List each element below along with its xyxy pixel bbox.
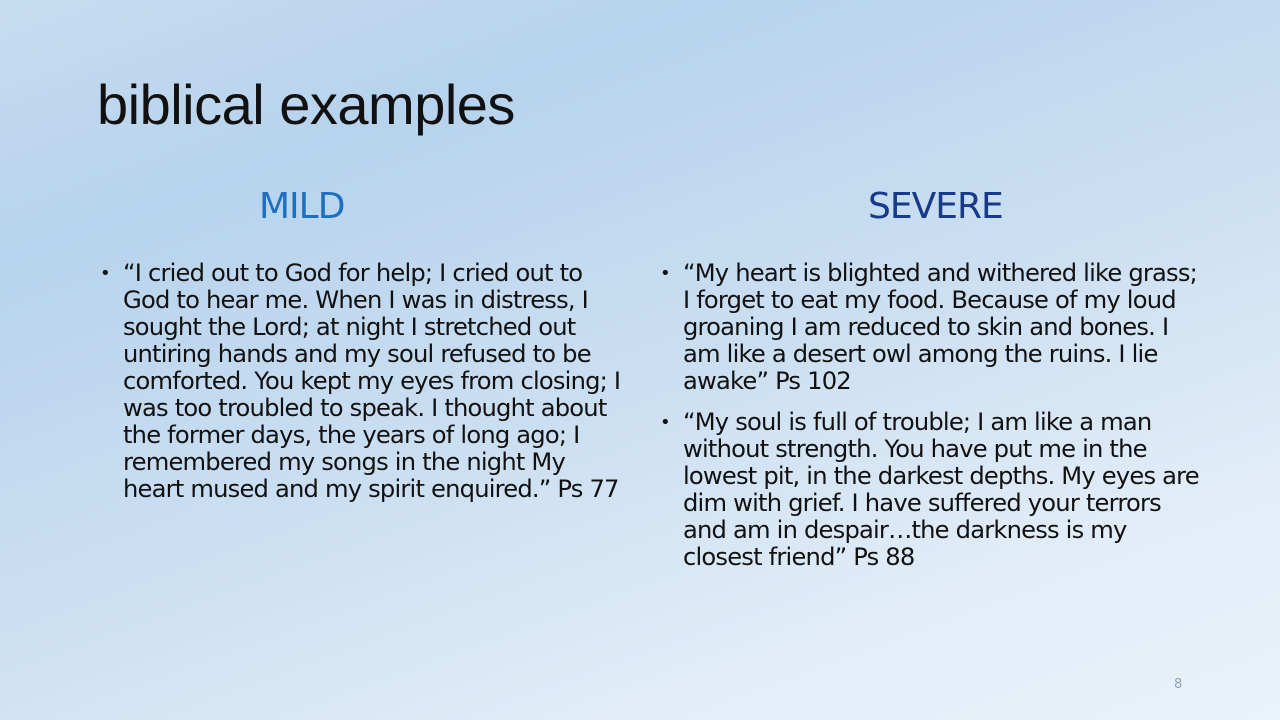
severe-quote-text: “My heart is blighted and withered like grass; I forget to eat my food. Because of my loud groaning I am reduced to skin and bones. I am like a desert owl among the ruins. I lie awake” Ps 102 bbox=[683, 259, 1197, 395]
severe-quote-item bbox=[660, 260, 1200, 395]
slide-title: biblical examples bbox=[97, 73, 515, 136]
page-number: 8 bbox=[1174, 677, 1183, 692]
bullet-icon: • bbox=[660, 263, 670, 284]
severe-quote-text: “My soul is full of trouble; I am like a man without strength. You have put me in the lowest pit, in the darkest depths. My eyes are dim with grief. I have suffered your terrors and am in despair…the darkness is my closest friend” Ps 88 bbox=[683, 408, 1199, 571]
mild-quote-item bbox=[100, 260, 625, 503]
mild-heading: MILD bbox=[259, 186, 345, 227]
mild-column bbox=[100, 260, 625, 517]
severe-column bbox=[660, 260, 1200, 585]
severe-quote-item bbox=[660, 409, 1200, 571]
bullet-icon: • bbox=[660, 412, 670, 433]
mild-quote-text: “I cried out to God for help; I cried out to God to hear me. When I was in distress, I sought the Lord; at night I stretched out untiring hands and my soul refused to be comforted. You kept my eyes from closing; I was too troubled to speak. I thought about the former days, the years of long ago; I remembered my songs in the night My heart mused and my spirit enquired.” Ps 77 bbox=[123, 259, 621, 503]
severe-heading: SEVERE bbox=[868, 186, 1003, 227]
bullet-icon: • bbox=[100, 263, 110, 284]
